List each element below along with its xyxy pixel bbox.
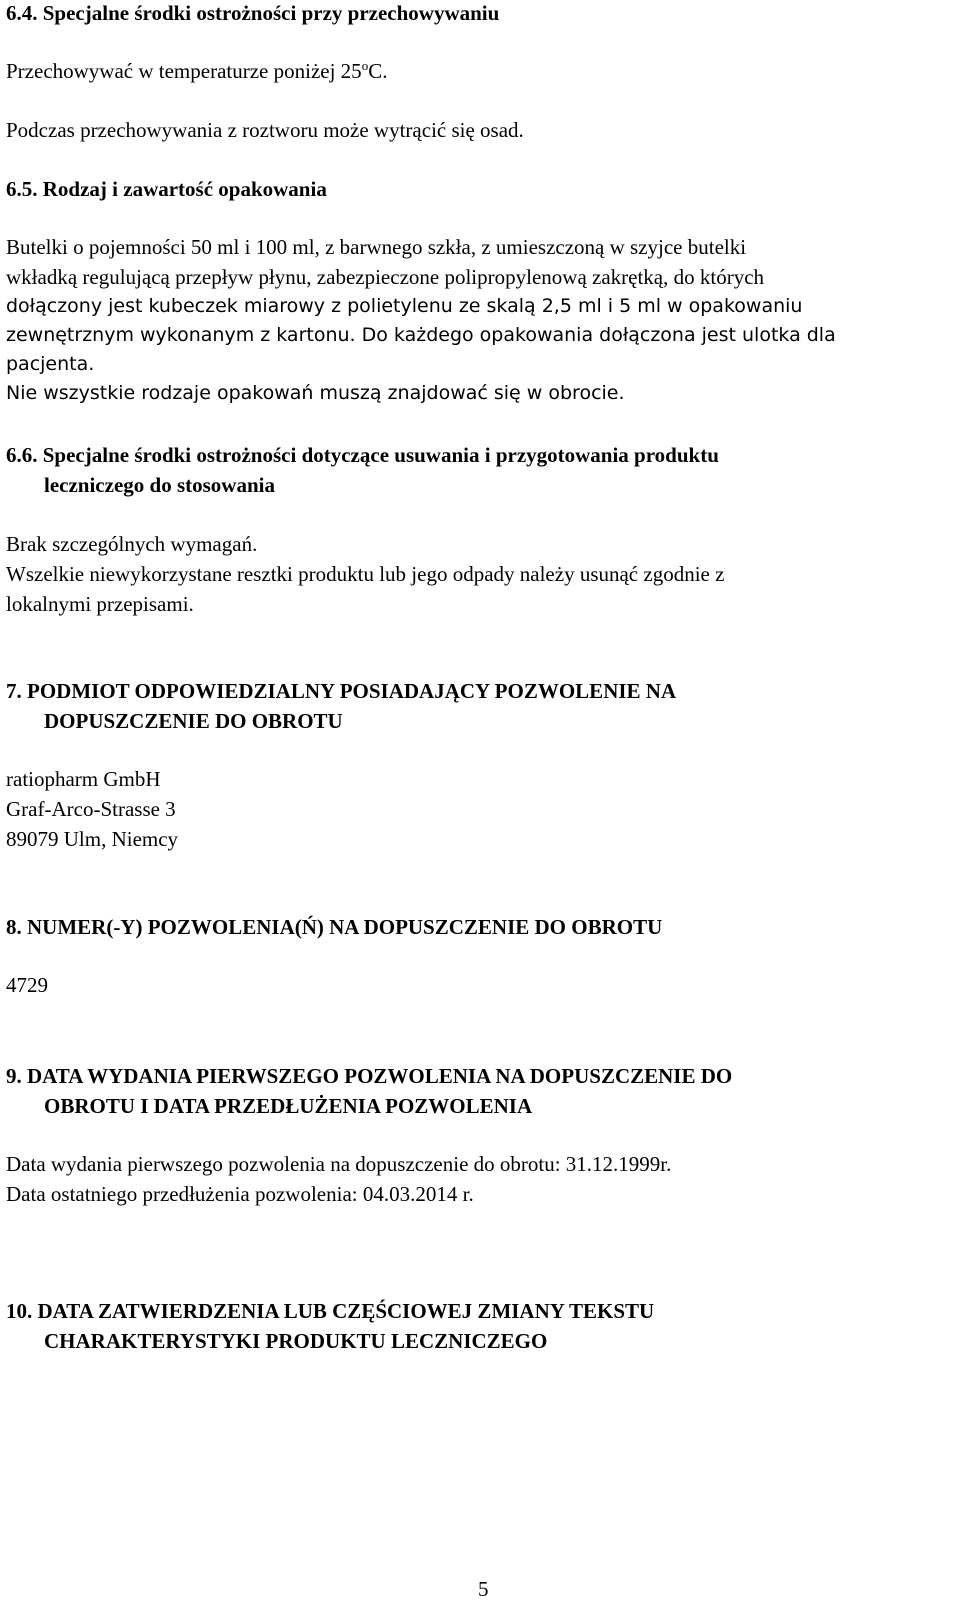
renewal-date: Data ostatniego przedłużenia pozwolenia: 04.03.2014 r. bbox=[6, 1182, 474, 1206]
packaging-line: dołączony jest kubeczek miarowy z polietylenu ze skalą 2,5 ml i 5 ml w opakowaniu bbox=[6, 295, 803, 317]
company-city: 89079 Ulm, Niemcy bbox=[6, 827, 179, 851]
section-6-4-heading: 6.4. Specjalne środki ostrożności przy przechowywaniu bbox=[6, 1, 500, 25]
section-6-6-heading-line1: 6.6. Specjalne środki ostrożności dotyczące usuwania i przygotowania produktu bbox=[6, 443, 719, 467]
storage-temperature-pre: Przechowywać w temperaturze poniżej 25 bbox=[6, 59, 362, 83]
precipitate-text bbox=[6, 115, 942, 145]
section-6-6-heading-line2: leczniczego do stosowania bbox=[44, 473, 275, 497]
packaging-line: wkładką regulującą przepływ płynu, zabezpieczone polipropylenową zakrętką, do których bbox=[6, 265, 765, 289]
section-10-heading bbox=[6, 1296, 942, 1356]
disposal-line: Brak szczególnych wymagań. bbox=[6, 532, 258, 556]
marketing-authorisation-holder bbox=[6, 764, 942, 854]
packaging-line: Butelki o pojemności 50 ml i 100 ml, z barwnego szkła, z umieszczoną w szyjce butelki bbox=[6, 235, 747, 259]
section-6-6-body bbox=[6, 529, 942, 619]
section-9-heading-line1: 9. DATA WYDANIA PIERWSZEGO POZWOLENIA NA DOPUSZCZENIE DO bbox=[6, 1064, 733, 1088]
packaging-line: pacjenta. bbox=[6, 353, 95, 375]
authorisation-number: 4729 bbox=[6, 973, 48, 997]
packaging-line: Nie wszystkie rodzaje opakowań muszą znajdować się w obrocie. bbox=[6, 382, 625, 404]
precipitate-line: Podczas przechowywania z roztworu może wytrącić się osad. bbox=[6, 118, 524, 142]
section-7-heading bbox=[6, 676, 942, 736]
section-6-4 bbox=[6, 0, 942, 28]
section-10-heading-line1: 10. DATA ZATWIERDZENIA LUB CZĘŚCIOWEJ ZMIANY TEKSTU bbox=[6, 1299, 655, 1323]
section-9-body bbox=[6, 1149, 942, 1209]
section-6-5 bbox=[6, 174, 942, 204]
section-9-heading-line2: OBROTU I DATA PRZEDŁUŻENIA POZWOLENIA bbox=[44, 1094, 533, 1118]
section-6-5-heading: 6.5. Rodzaj i zawartość opakowania bbox=[6, 177, 327, 201]
section-7-heading-line1: 7. PODMIOT ODPOWIEDZIALNY POSIADAJĄCY POZWOLENIE NA bbox=[6, 679, 677, 703]
packaging-line: zewnętrznym wykonanym z kartonu. Do każdego opakowania dołączona jest ulotka dla bbox=[6, 324, 836, 346]
degree-superscript: o bbox=[361, 58, 369, 73]
section-6-5-body bbox=[6, 232, 942, 408]
authorisation-number-block bbox=[6, 970, 942, 1000]
company-street: Graf-Arco-Strasse 3 bbox=[6, 797, 176, 821]
section-8 bbox=[6, 912, 942, 942]
section-7-heading-line2: DOPUSZCZENIE DO OBROTU bbox=[44, 709, 343, 733]
section-10-heading-line2: CHARAKTERYSTYKI PRODUKTU LECZNICZEGO bbox=[44, 1329, 548, 1353]
disposal-line: Wszelkie niewykorzystane resztki produktu lub jego odpady należy usunąć zgodnie z bbox=[6, 562, 725, 586]
section-8-heading: 8. NUMER(-Y) POZWOLENIA(Ń) NA DOPUSZCZENIE DO OBROTU bbox=[6, 915, 663, 939]
section-9-heading bbox=[6, 1061, 942, 1121]
section-6-6-heading bbox=[6, 440, 942, 500]
page-number: 5 bbox=[478, 1577, 489, 1601]
disposal-line: lokalnymi przepisami. bbox=[6, 592, 194, 616]
first-authorisation-date: Data wydania pierwszego pozwolenia na dopuszczenie do obrotu: 31.12.1999r. bbox=[6, 1152, 672, 1176]
storage-temperature-post: C. bbox=[368, 59, 388, 83]
storage-temperature-text bbox=[6, 56, 942, 86]
company-name: ratiopharm GmbH bbox=[6, 767, 161, 791]
